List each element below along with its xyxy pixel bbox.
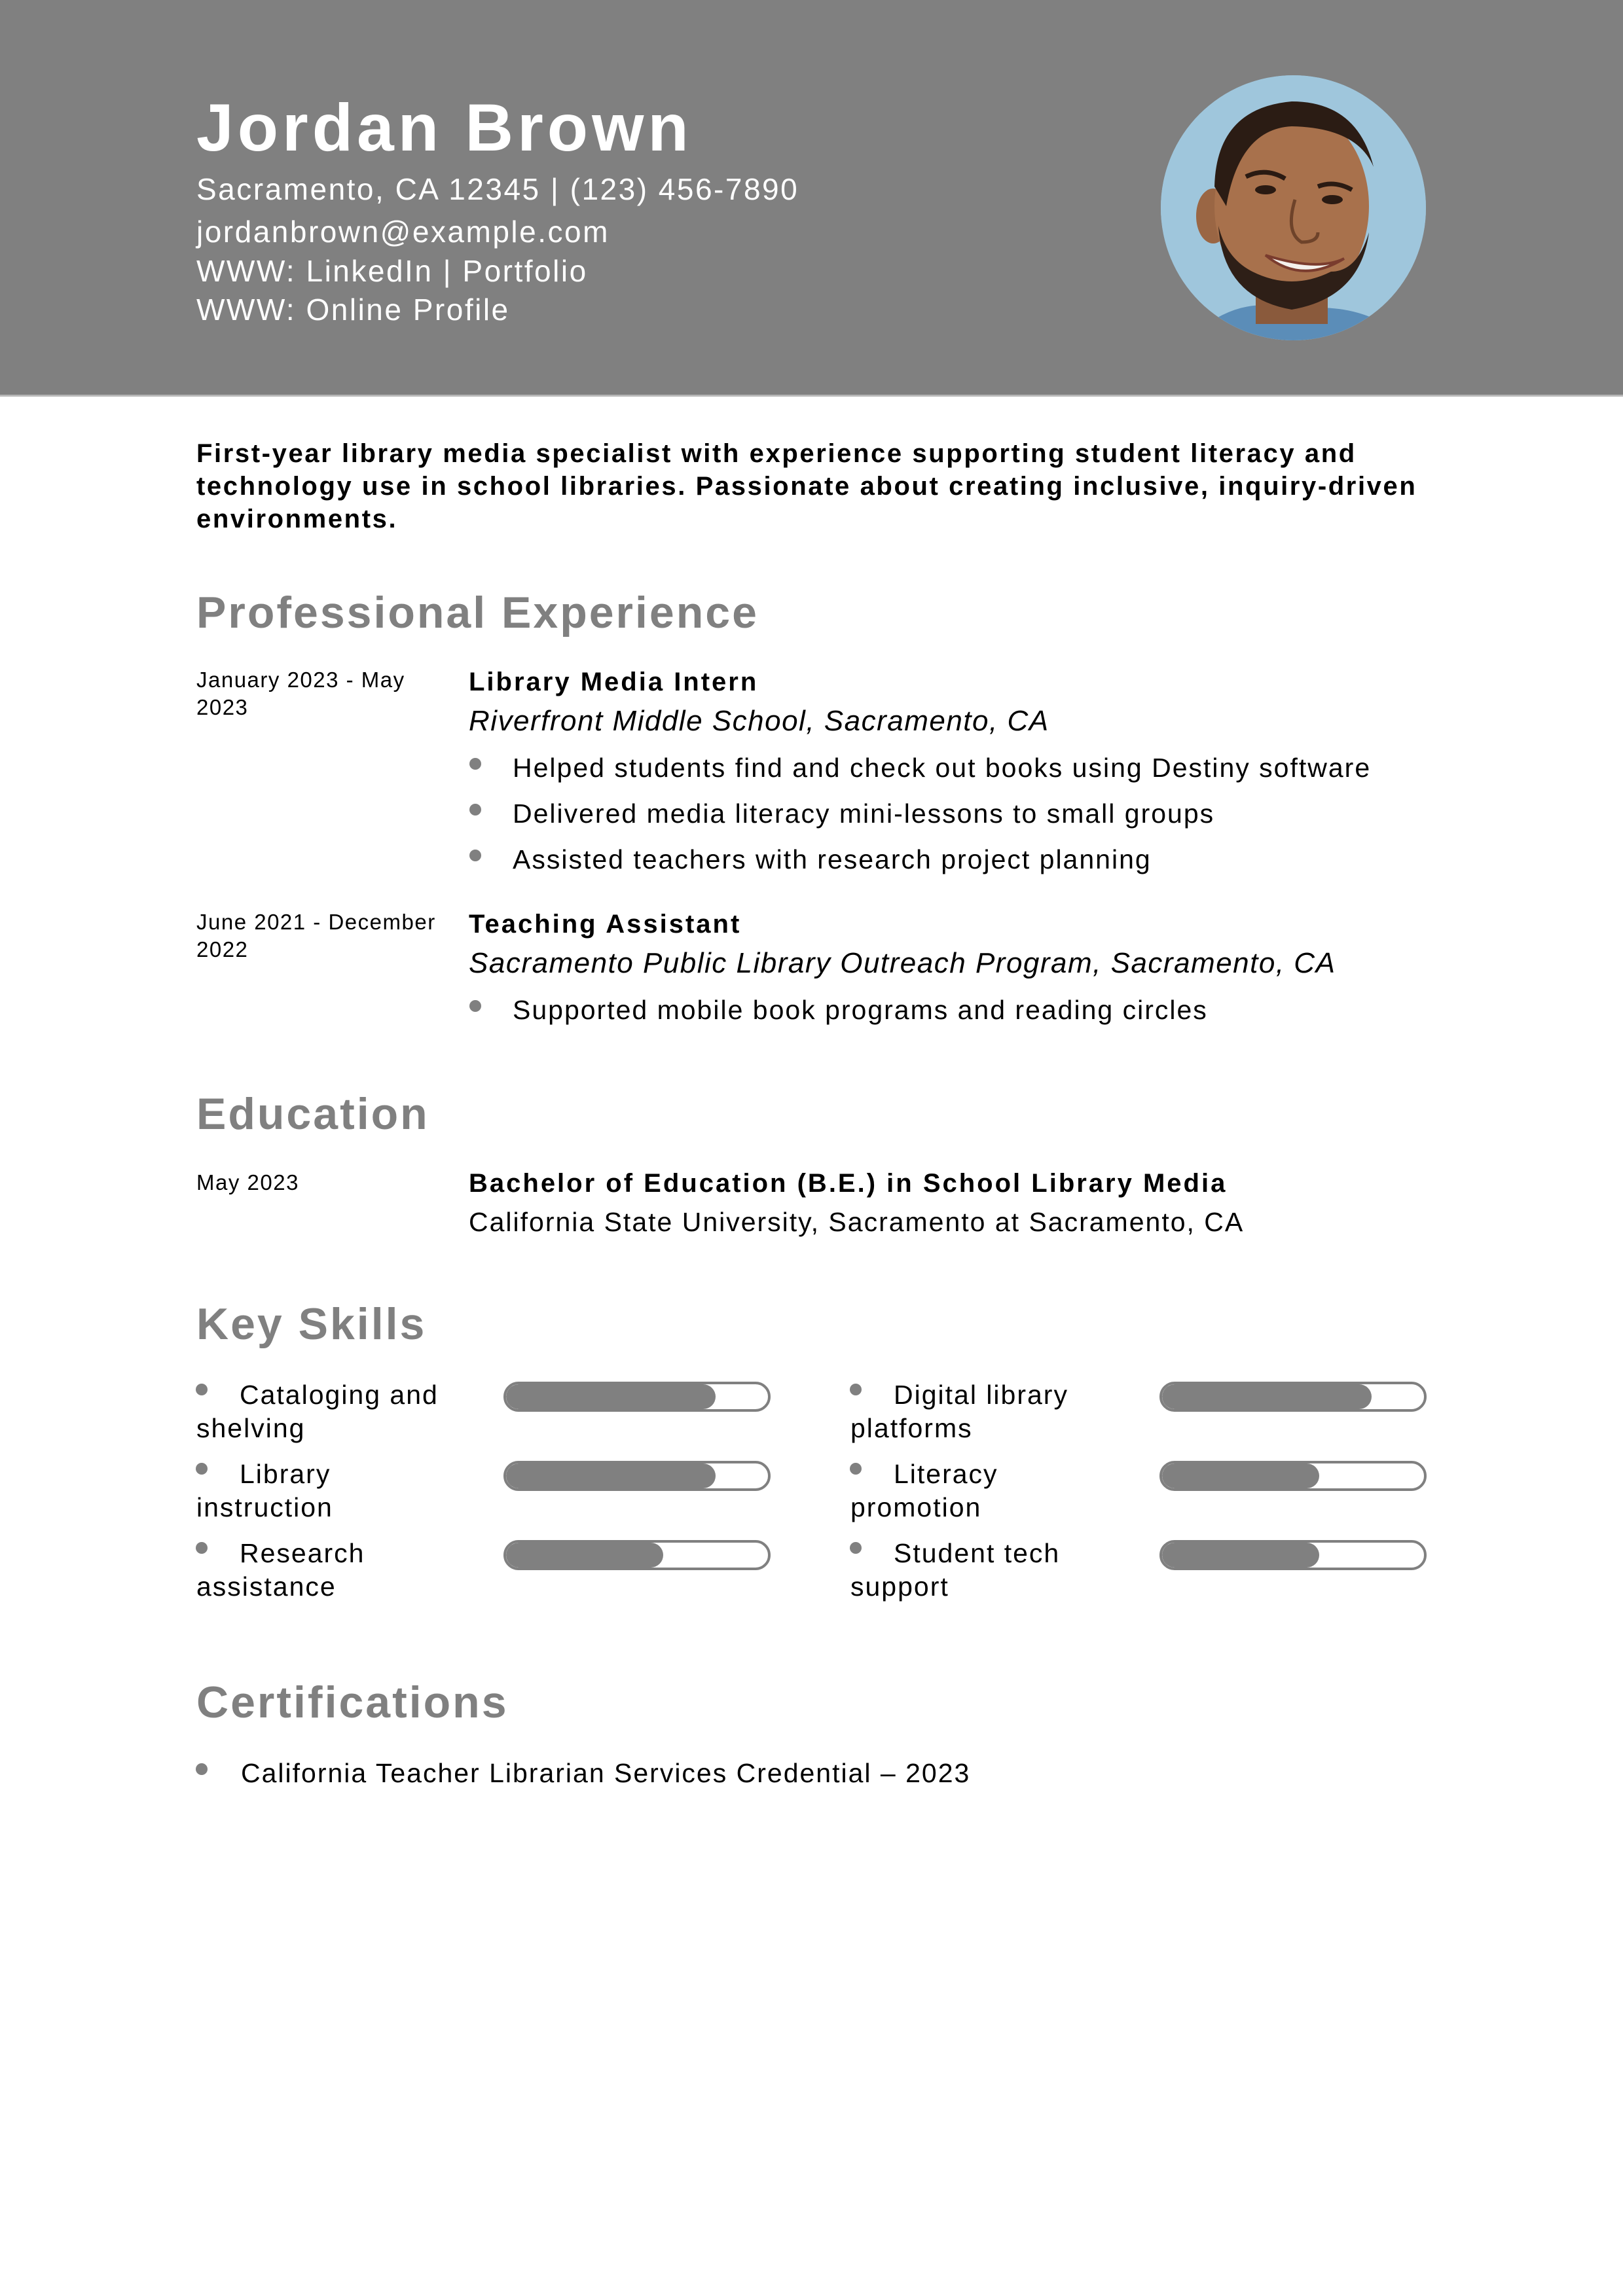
contact-online-profile[interactable]: WWW: Online Profile bbox=[196, 293, 510, 327]
certification-item: California Teacher Librarian Services Credential – 2023 bbox=[241, 1758, 971, 1788]
contact-links[interactable]: WWW: LinkedIn | Portfolio bbox=[196, 254, 588, 288]
job-role: Teaching Assistant bbox=[469, 910, 742, 939]
section-title-education: Education bbox=[196, 1089, 429, 1139]
skill-label: Student tech support bbox=[850, 1538, 1061, 1602]
skill-level-fill bbox=[506, 1543, 663, 1568]
skill-level-bar bbox=[503, 1461, 771, 1491]
job-dates: June 2021 - December 2022 bbox=[196, 910, 436, 961]
job-organization: Sacramento Public Library Outreach Program, Sacramento, CA bbox=[469, 947, 1336, 979]
bullet-icon bbox=[469, 804, 481, 816]
bullet-icon bbox=[196, 1763, 208, 1775]
bullet-icon bbox=[469, 850, 481, 861]
skill-level-bar bbox=[1159, 1382, 1427, 1412]
skill-level-fill bbox=[1162, 1463, 1319, 1488]
section-title-certifications: Certifications bbox=[196, 1677, 509, 1727]
skill-level-bar bbox=[1159, 1461, 1427, 1491]
profile-photo bbox=[1161, 75, 1426, 340]
section-title-skills: Key Skills bbox=[196, 1299, 427, 1349]
skill-level-bar bbox=[503, 1382, 771, 1412]
job-organization: Riverfront Middle School, Sacramento, CA bbox=[469, 705, 1049, 737]
skill-label: Cataloging and shelving bbox=[196, 1380, 439, 1443]
contact-address-phone: Sacramento, CA 12345 | (123) 456-7890 bbox=[196, 172, 799, 206]
skill-label: Library instruction bbox=[196, 1459, 333, 1522]
skill-level-fill bbox=[506, 1463, 716, 1488]
skill-level-bar bbox=[1159, 1540, 1427, 1570]
skill-label: Research assistance bbox=[196, 1538, 365, 1602]
contact-email[interactable]: jordanbrown@example.com bbox=[196, 215, 610, 249]
professional-summary: First-year library media specialist with experience supporting student literacy and technology use in school libraries. Passionate about creating inclusive, inquiry-driven environments. bbox=[196, 439, 1417, 533]
job-role: Library Media Intern bbox=[469, 668, 759, 696]
candidate-name: Jordan Brown bbox=[196, 90, 693, 165]
skill-level-bar bbox=[503, 1540, 771, 1570]
skill-level-fill bbox=[1162, 1543, 1319, 1568]
section-title-experience: Professional Experience bbox=[196, 588, 759, 637]
job-bullet: Helped students find and check out books using Destiny software bbox=[513, 753, 1372, 783]
job-bullet: Delivered media literacy mini-lessons to small groups bbox=[513, 798, 1215, 829]
skill-level-fill bbox=[1162, 1384, 1372, 1409]
job-bullet: Assisted teachers with research project planning bbox=[513, 844, 1152, 874]
skill-label: Literacy promotion bbox=[850, 1459, 998, 1522]
job-dates: January 2023 - May 2023 bbox=[196, 668, 405, 719]
person-portrait-icon bbox=[1161, 75, 1426, 340]
education-school: California State University, Sacramento at Sacramento, CA bbox=[469, 1207, 1245, 1237]
skill-level-fill bbox=[506, 1384, 716, 1409]
bullet-icon bbox=[469, 758, 481, 770]
education-degree: Bachelor of Education (B.E.) in School Library Media bbox=[469, 1169, 1228, 1198]
bullet-icon bbox=[469, 1000, 481, 1012]
skill-label: Digital library platforms bbox=[850, 1380, 1068, 1443]
job-bullet: Supported mobile book programs and reading circles bbox=[513, 995, 1208, 1025]
education-date: May 2023 bbox=[196, 1170, 299, 1194]
